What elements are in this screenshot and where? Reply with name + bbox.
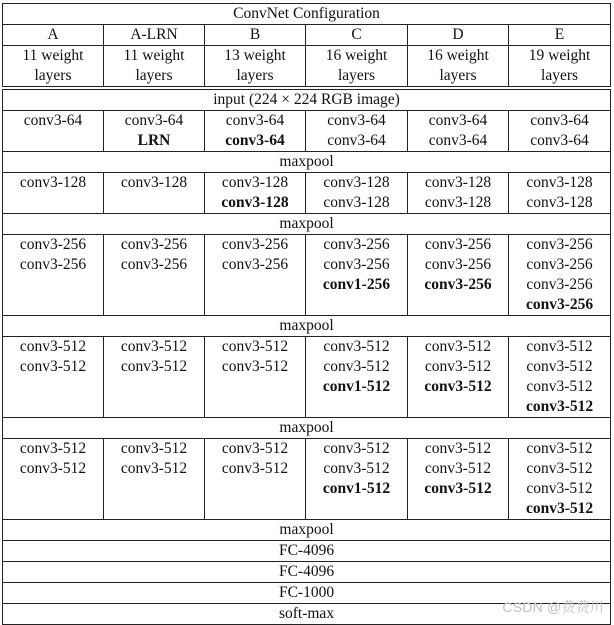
layer-line: conv3-512	[323, 440, 390, 457]
convnet-config-table	[2, 3, 611, 625]
conv-cell	[104, 439, 205, 520]
conv-cell	[104, 235, 205, 316]
weight-line: 19 weight	[528, 47, 591, 64]
layer-line: conv3-256	[424, 276, 492, 293]
layer-line: conv1-512	[322, 480, 391, 497]
conv-cell	[509, 111, 611, 152]
column-label: D	[408, 25, 509, 46]
column-label: A	[3, 25, 104, 46]
layer-line: conv3-256	[221, 236, 289, 253]
maxpool-layer-row	[3, 316, 611, 337]
layer-line: conv3-512	[424, 440, 492, 457]
layer-line: conv1-512	[322, 378, 391, 395]
layer-line: conv3-512	[525, 398, 594, 415]
layer-line: conv3-512	[424, 378, 492, 395]
layer-line: conv3-512	[526, 480, 593, 497]
layer-line: conv3-128	[424, 194, 492, 211]
layer-line: conv3-256	[120, 236, 188, 253]
maxpool-layer: maxpool	[3, 520, 611, 541]
maxpool-layer-row	[3, 152, 611, 173]
conv-block-row	[3, 173, 611, 214]
layer-line: conv3-128	[19, 174, 87, 191]
layer-line: conv3-512	[526, 378, 593, 395]
layer-line: conv3-64	[225, 112, 285, 129]
conv-block-row	[3, 337, 611, 418]
layer-line: conv3-512	[526, 338, 593, 355]
column-label-row	[3, 25, 611, 46]
layer-line: conv3-128	[323, 194, 390, 211]
conv-cell	[306, 173, 408, 214]
maxpool-layer-row	[3, 418, 611, 439]
conv-cell	[408, 111, 509, 152]
layer-line: conv3-64	[530, 132, 589, 149]
layer-line: conv3-512	[525, 500, 594, 517]
layer-line: conv3-128	[526, 194, 593, 211]
layer-line: conv3-512	[120, 338, 188, 355]
fc-layer-row	[3, 562, 611, 583]
conv-cell	[205, 235, 306, 316]
weight-line: layers	[439, 67, 477, 84]
layer-line: conv3-256	[120, 256, 188, 273]
fc-layer-row	[3, 541, 611, 562]
layer-line: conv3-256	[424, 236, 492, 253]
conv-cell	[509, 337, 611, 418]
layer-line: conv3-512	[221, 358, 289, 375]
layer-line: LRN	[137, 132, 171, 149]
column-weight-count	[509, 46, 611, 87]
fc-layer: FC-4096	[3, 541, 611, 562]
layer-line: conv3-512	[221, 440, 289, 457]
layer-line: conv3-512	[424, 460, 492, 477]
conv-cell	[408, 337, 509, 418]
layer-line: conv3-64	[428, 112, 488, 129]
conv-cell	[205, 111, 306, 152]
watermark: CSDN @费费川	[502, 599, 604, 615]
layer-line: conv3-64	[327, 112, 386, 129]
layer-line: conv3-512	[526, 440, 593, 457]
column-label: C	[306, 25, 408, 46]
layer-line: conv3-128	[323, 174, 390, 191]
maxpool-layer-row	[3, 520, 611, 541]
weight-count-row	[3, 46, 611, 87]
conv-cell	[509, 235, 611, 316]
layer-line: conv3-256	[526, 236, 593, 253]
layer-line: conv3-256	[526, 276, 593, 293]
layer-line: conv3-256	[526, 256, 593, 273]
maxpool-layer: maxpool	[3, 214, 611, 235]
layer-line: conv3-256	[221, 256, 289, 273]
conv-block-row	[3, 439, 611, 520]
conv-cell	[104, 111, 205, 152]
column-label: B	[205, 25, 306, 46]
weight-line: 16 weight	[325, 47, 388, 64]
layer-line: conv1-256	[322, 276, 391, 293]
weight-line: layers	[236, 67, 274, 84]
column-weight-count	[408, 46, 509, 87]
layer-line: conv3-512	[323, 358, 390, 375]
fc-layer: soft-max	[3, 604, 611, 625]
layer-line: conv3-128	[221, 194, 289, 211]
fc-layer: FC-4096	[3, 562, 611, 583]
layer-line: conv3-256	[424, 256, 492, 273]
conv-cell	[306, 439, 408, 520]
weight-line: layers	[541, 67, 579, 84]
column-label: E	[509, 25, 611, 46]
weight-line: 13 weight	[224, 47, 286, 64]
layer-line: conv3-512	[526, 460, 593, 477]
conv-cell	[3, 173, 104, 214]
conv-cell	[3, 111, 104, 152]
layer-line: conv3-64	[225, 132, 285, 149]
layer-line: conv3-128	[526, 174, 593, 191]
conv-cell	[3, 337, 104, 418]
layer-line: conv3-512	[120, 460, 188, 477]
layer-line: conv3-512	[221, 338, 289, 355]
column-weight-count	[3, 46, 104, 87]
table-title: ConvNet Configuration	[3, 4, 611, 25]
layer-line: conv3-256	[323, 256, 390, 273]
layer-line: conv3-64	[530, 112, 589, 129]
column-weight-count	[205, 46, 306, 87]
title-row	[3, 4, 611, 25]
input-layer-row	[3, 90, 611, 111]
layer-line: conv3-128	[120, 174, 188, 191]
layer-line: conv3-128	[424, 174, 492, 191]
conv-block-row	[3, 111, 611, 152]
layer-line: conv3-256	[323, 236, 390, 253]
layer-line: conv3-512	[424, 358, 492, 375]
column-weight-count	[306, 46, 408, 87]
conv-cell	[205, 173, 306, 214]
fc-layer: FC-1000	[3, 583, 611, 604]
conv-cell	[408, 173, 509, 214]
weight-line: 11 weight	[22, 47, 84, 64]
column-weight-count	[104, 46, 205, 87]
layer-line: conv3-512	[323, 338, 390, 355]
maxpool-layer-row	[3, 214, 611, 235]
layer-line: conv3-512	[19, 440, 87, 457]
input-layer: input (224 × 224 RGB image)	[3, 90, 611, 111]
layer-line: conv3-512	[323, 460, 390, 477]
layer-line: conv3-512	[19, 358, 87, 375]
layer-line: conv3-64	[124, 112, 184, 129]
weight-line: 11 weight	[123, 47, 185, 64]
maxpool-layer: maxpool	[3, 418, 611, 439]
conv-cell	[104, 337, 205, 418]
conv-cell	[104, 173, 205, 214]
conv-block-row	[3, 235, 611, 316]
layer-line: conv3-256	[19, 256, 87, 273]
weight-line: layers	[135, 67, 173, 84]
weight-line: layers	[337, 67, 375, 84]
conv-cell	[306, 111, 408, 152]
conv-cell	[205, 439, 306, 520]
layer-line: conv3-512	[221, 460, 289, 477]
maxpool-layer: maxpool	[3, 152, 611, 173]
conv-cell	[408, 235, 509, 316]
conv-cell	[3, 235, 104, 316]
layer-line: conv3-64	[327, 132, 386, 149]
column-label: A-LRN	[104, 25, 205, 46]
conv-cell	[509, 173, 611, 214]
layer-line: conv3-64	[428, 132, 488, 149]
weight-line: layers	[34, 67, 72, 84]
conv-cell	[205, 337, 306, 418]
layer-line: conv3-512	[120, 358, 188, 375]
conv-cell	[306, 337, 408, 418]
layer-line: conv3-512	[526, 358, 593, 375]
conv-cell	[3, 439, 104, 520]
layer-line: conv3-128	[221, 174, 289, 191]
layer-line: conv3-512	[19, 460, 87, 477]
conv-cell	[408, 439, 509, 520]
layer-line: conv3-512	[120, 440, 188, 457]
layer-line: conv3-512	[424, 480, 492, 497]
weight-line: 16 weight	[427, 47, 489, 64]
layer-line: conv3-256	[525, 296, 594, 313]
conv-cell	[509, 439, 611, 520]
conv-cell	[306, 235, 408, 316]
layer-line: conv3-256	[19, 236, 87, 253]
layer-line: conv3-64	[23, 112, 83, 129]
maxpool-layer: maxpool	[3, 316, 611, 337]
layer-line: conv3-512	[19, 338, 87, 355]
layer-line: conv3-512	[424, 338, 492, 355]
